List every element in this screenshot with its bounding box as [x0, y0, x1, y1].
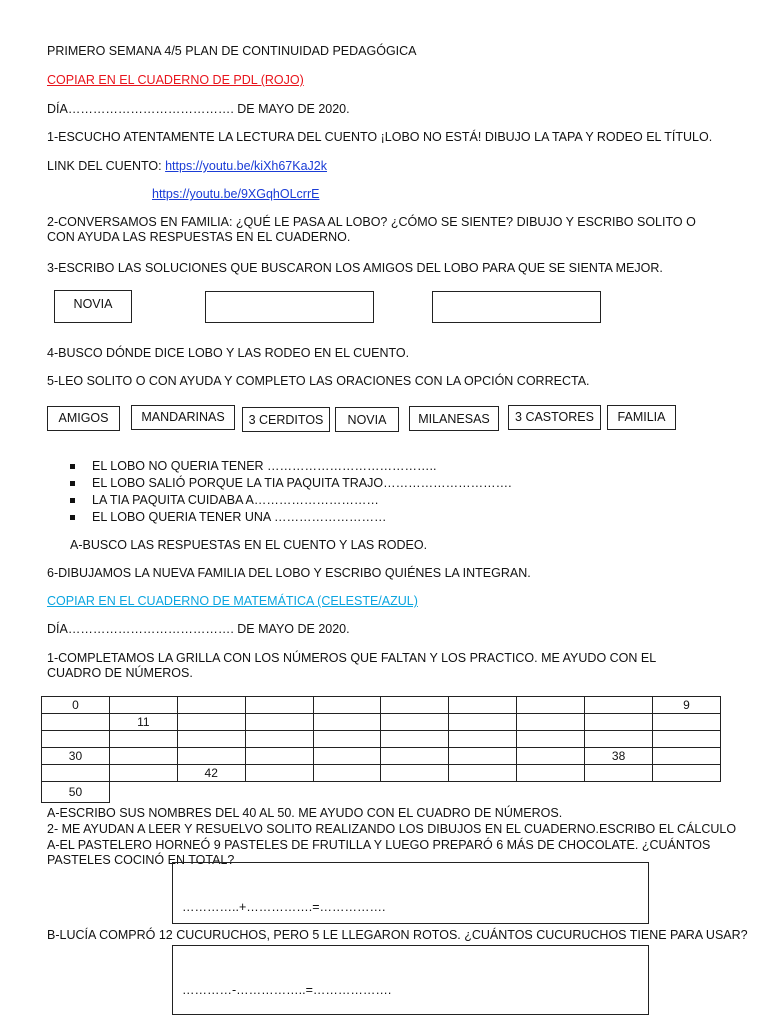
bullet-square-icon — [70, 515, 75, 520]
list-item — [68, 475, 512, 492]
grid-empty-space — [109, 782, 720, 803]
table-row — [42, 782, 721, 803]
grid-cell[interactable] — [517, 731, 585, 748]
grid-cell[interactable]: 0 — [42, 697, 110, 714]
grid-cell[interactable] — [245, 697, 313, 714]
grid-cell[interactable] — [585, 765, 653, 782]
pdl-item-3: 3-ESCRIBO LAS SOLUCIONES QUE BUSCARON LOS AMIGOS DEL LOBO PARA QUE SE SIENTA MEJOR. — [47, 261, 663, 275]
grid-cell[interactable] — [449, 714, 517, 731]
grid-cell[interactable] — [585, 697, 653, 714]
solution-box-2 — [205, 291, 374, 323]
grid-cell[interactable] — [381, 765, 449, 782]
option-box: NOVIA — [335, 407, 399, 432]
list-item — [68, 492, 512, 509]
table-row — [42, 765, 721, 782]
grid-cell[interactable] — [109, 731, 177, 748]
math-item-a: A-ESCRIBO SUS NOMBRES DEL 40 AL 50. ME AYUDO CON EL CUADRO DE NÚMEROS. — [47, 806, 563, 820]
story-link-1[interactable]: https://youtu.be/kiXh67KaJ2k — [165, 159, 328, 173]
grid-cell[interactable] — [313, 714, 381, 731]
grid-cell[interactable] — [381, 714, 449, 731]
grid-cell[interactable] — [585, 731, 653, 748]
sentence-text: EL LOBO NO QUERIA TENER ………………………………….. — [92, 459, 437, 473]
grid-cell[interactable] — [517, 697, 585, 714]
bullet-square-icon — [70, 481, 75, 486]
sentence-text: EL LOBO QUERIA TENER UNA ……………………… — [92, 510, 387, 524]
grid-cell[interactable]: 50 — [42, 782, 110, 803]
page-header: PRIMERO SEMANA 4/5 PLAN DE CONTINUIDAD PEDAGÓGICA — [47, 44, 417, 58]
number-grid — [41, 696, 721, 803]
answer-box-b[interactable] — [172, 945, 649, 1015]
problem-a: A-EL PASTELERO HORNEÓ 9 PASTELES DE FRUTILLA Y LUEGO PREPARÓ 6 MÁS DE CHOCOLATE. ¿CUÁNTOS PASTELES COCINÓ EN TOTAL? — [47, 838, 711, 867]
grid-cell[interactable] — [517, 765, 585, 782]
grid-cell[interactable]: 9 — [653, 697, 721, 714]
link-label: LINK DEL CUENTO: — [47, 159, 166, 173]
pdl-item-6: 6-DIBUJAMOS LA NUEVA FAMILIA DEL LOBO Y ESCRIBO QUIÉNES LA INTEGRAN. — [47, 566, 531, 580]
grid-cell[interactable] — [42, 765, 110, 782]
grid-cell[interactable] — [313, 748, 381, 765]
grid-cell[interactable] — [449, 765, 517, 782]
grid-cell[interactable] — [381, 748, 449, 765]
list-item — [68, 458, 512, 475]
option-box: 3 CERDITOS — [242, 407, 330, 432]
story-link-2[interactable]: https://youtu.be/9XGqhOLcrrE — [152, 187, 320, 201]
grid-cell[interactable] — [313, 731, 381, 748]
grid-cell[interactable] — [313, 765, 381, 782]
grid-cell[interactable] — [653, 731, 721, 748]
grid-cell[interactable] — [653, 714, 721, 731]
pdl-item-1: 1-ESCUCHO ATENTAMENTE LA LECTURA DEL CUENTO ¡LOBO NO ESTÁ! DIBUJO LA TAPA Y RODEO EL TÍTULO. — [47, 130, 713, 144]
grid-cell[interactable] — [653, 748, 721, 765]
table-row — [42, 748, 721, 765]
table-row — [42, 714, 721, 731]
list-item — [68, 509, 512, 526]
pdl-item-5a: A-BUSCO LAS RESPUESTAS EN EL CUENTO Y LAS RODEO. — [70, 538, 428, 552]
grid-cell[interactable] — [313, 697, 381, 714]
pdl-heading: COPIAR EN EL CUADERNO DE PDL (ROJO) — [47, 73, 304, 87]
option-box: AMIGOS — [47, 406, 120, 431]
link-row-2 — [152, 187, 319, 202]
grid-cell[interactable] — [449, 748, 517, 765]
math-item-2: 2- ME AYUDAN A LEER Y RESUELVO SOLITO REALIZANDO LOS DIBUJOS EN EL CUADERNO.ESCRIBO EL CÁLCULO — [47, 822, 737, 836]
grid-cell[interactable]: 42 — [177, 765, 245, 782]
sentence-text: EL LOBO SALIÓ PORQUE LA TIA PAQUITA TRAJO…………………………. — [92, 476, 512, 490]
solution-box-3 — [432, 291, 601, 323]
link-row-1 — [47, 159, 327, 174]
grid-cell[interactable]: 11 — [109, 714, 177, 731]
grid-cell[interactable] — [245, 765, 313, 782]
option-box: MILANESAS — [409, 406, 499, 431]
option-box: 3 CASTORES — [508, 405, 601, 430]
grid-cell[interactable] — [109, 697, 177, 714]
grid-cell[interactable] — [245, 714, 313, 731]
grid-cell[interactable] — [381, 697, 449, 714]
bullet-square-icon — [70, 464, 75, 469]
sentence-text: LA TIA PAQUITA CUIDABA A………………………… — [92, 493, 379, 507]
grid-cell[interactable] — [177, 748, 245, 765]
grid-cell[interactable]: 38 — [585, 748, 653, 765]
sentence-list — [68, 458, 512, 526]
grid-cell[interactable] — [245, 731, 313, 748]
math-item-1: 1-COMPLETAMOS LA GRILLA CON LOS NÚMEROS QUE FALTAN Y LOS PRACTICO. ME AYUDO CON EL CUADRO DE NÚMEROS. — [47, 651, 656, 680]
pdl-item-4: 4-BUSCO DÓNDE DICE LOBO Y LAS RODEO EN EL CUENTO. — [47, 346, 410, 360]
grid-cell[interactable] — [653, 765, 721, 782]
pdl-item-2: 2-CONVERSAMOS EN FAMILIA: ¿QUÉ LE PASA AL LOBO? ¿CÓMO SE SIENTE? DIBUJO Y ESCRIBO SOLITO O CON AYUDA LAS RESPUESTAS EN EL CUADERNO. — [47, 215, 696, 244]
grid-cell[interactable] — [42, 731, 110, 748]
option-box: FAMILIA — [607, 405, 676, 430]
math-date-line: DÍA…………………………………. DE MAYO DE 2020. — [47, 622, 350, 636]
solution-box-1: NOVIA — [54, 290, 132, 323]
pdl-item-5: 5-LEO SOLITO O CON AYUDA Y COMPLETO LAS ORACIONES CON LA OPCIÓN CORRECTA. — [47, 374, 590, 388]
table-row — [42, 731, 721, 748]
grid-cell[interactable] — [177, 697, 245, 714]
grid-cell[interactable] — [177, 731, 245, 748]
option-box: MANDARINAS — [131, 405, 235, 430]
bullet-square-icon — [70, 498, 75, 503]
grid-cell[interactable]: 30 — [42, 748, 110, 765]
grid-cell[interactable] — [449, 697, 517, 714]
grid-cell[interactable] — [109, 765, 177, 782]
math-heading: COPIAR EN EL CUADERNO DE MATEMÁTICA (CELESTE/AZUL) — [47, 594, 418, 608]
grid-cell[interactable] — [449, 731, 517, 748]
grid-cell[interactable] — [245, 748, 313, 765]
answer-box-a[interactable] — [172, 862, 649, 924]
grid-cell[interactable] — [109, 748, 177, 765]
grid-cell[interactable] — [585, 714, 653, 731]
calc-line-a: …………..+…………….=……………. — [182, 900, 386, 914]
grid-cell[interactable] — [517, 714, 585, 731]
grid-cell[interactable] — [42, 714, 110, 731]
table-row — [42, 697, 721, 714]
grid-cell[interactable] — [517, 748, 585, 765]
grid-cell[interactable] — [177, 714, 245, 731]
problem-b: B-LUCÍA COMPRÓ 12 CUCURUCHOS, PERO 5 LE LLEGARON ROTOS. ¿CUÁNTOS CUCURUCHOS TIENE PARA USAR? — [47, 928, 748, 942]
calc-line-b: …………-……………..=………………. — [182, 983, 392, 997]
pdl-date-line: DÍA…………………………………. DE MAYO DE 2020. — [47, 102, 350, 116]
grid-cell[interactable] — [381, 731, 449, 748]
